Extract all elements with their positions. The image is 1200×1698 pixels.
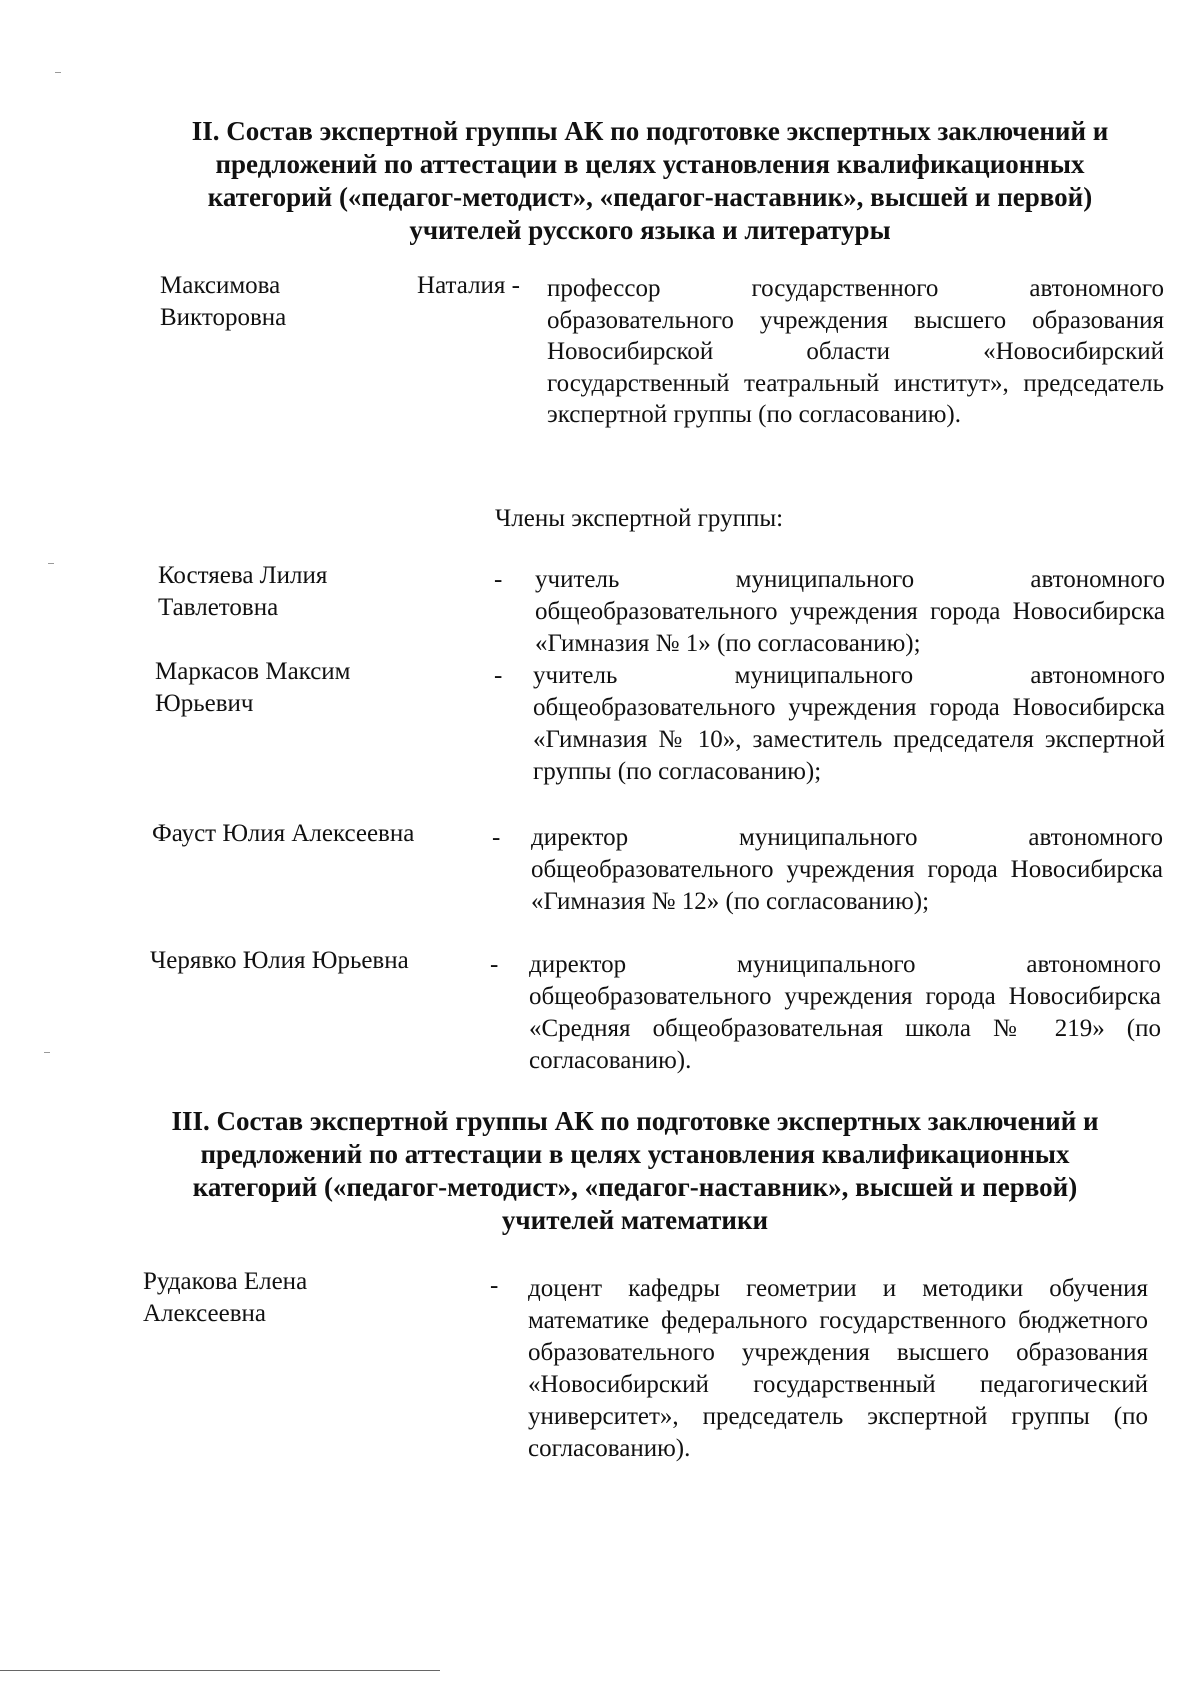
name-part: Максимова (160, 272, 281, 299)
person-description: учитель муниципального автономного общеобразовательного учреждения города Новосибирска «Гимназия № 1» (по согласованию); (535, 566, 1165, 657)
person-description: доцент кафедры геометрии и методики обучения математике федерального государственного бюджетного образовательного учреждения высшего образования «Новосибирский государственный педагогический университет», председатель экспертной группы (по согласованию). (528, 1275, 1148, 1462)
person-description: директор муниципального автономного общеобразовательного учреждения города Новосибирска «Гимназия № 12» (по согласованию); (531, 824, 1163, 915)
person-name (160, 270, 520, 334)
name-part: Викторовна (160, 304, 287, 331)
person-description: учитель муниципального автономного общеобразовательного учреждения города Новосибирска «Гимназия № 10», заместитель председателя экспертной группы (по согласованию); (533, 662, 1165, 785)
dash: - (492, 824, 501, 851)
person-name (155, 656, 515, 720)
name-part: Черявко Юлия Юрьевна (150, 947, 409, 974)
heading-line: предложений по аттестации в целях установления квалификационных (215, 149, 1085, 179)
heading-line: предложений по аттестации в целях установления квалификационных (200, 1139, 1070, 1169)
person-name (158, 560, 518, 624)
heading-line: учителей математики (501, 1205, 769, 1235)
name-part: Маркасов Максим (155, 658, 351, 685)
name-part: Юрьевич (155, 690, 254, 717)
person-name (152, 818, 512, 850)
heading-line: учителей русского языка и литературы (409, 215, 891, 245)
name-part: Алексеевна (143, 1300, 267, 1327)
scan-mark (55, 72, 61, 73)
scan-mark (44, 1052, 50, 1053)
section-2-heading (150, 115, 1150, 247)
scan-mark (48, 563, 54, 564)
heading-line: III. Состав экспертной группы АК по подготовке экспертных заключений и (171, 1106, 1099, 1136)
footer-rule (0, 1670, 440, 1671)
heading-line: II. Состав экспертной группы АК по подготовке экспертных заключений и (191, 116, 1109, 146)
dash: - (494, 566, 503, 593)
name-part: Рудакова Елена (143, 1268, 308, 1295)
name-part: Наталия - (417, 272, 520, 299)
dash: - (490, 1272, 499, 1299)
dash: - (494, 662, 503, 689)
heading-line: категорий («педагог-методист», «педагог-наставник», высшей и первой) (192, 1172, 1078, 1202)
person-description: директор муниципального автономного общеобразовательного учреждения города Новосибирска «Средняя общеобразовательная школа № 219» (по согласованию). (529, 951, 1161, 1074)
person-description: профессор государственного автономного образовательного учреждения высшего образования Новосибирской области «Новосибирский государственный театральный институт», председатель экспертной группы (по согласованию). (547, 275, 1164, 428)
person-name (150, 945, 510, 977)
name-part: Фауст Юлия Алексеевна (152, 820, 415, 847)
section-3-heading (135, 1105, 1135, 1237)
name-part: Тавлетовна (158, 594, 279, 621)
heading-line: категорий («педагог-методист», «педагог-наставник», высшей и первой) (207, 182, 1093, 212)
person-name (143, 1266, 503, 1330)
dash: - (490, 951, 499, 978)
members-heading: Члены экспертной группы: (495, 505, 784, 532)
name-part: Костяева Лилия (158, 562, 328, 589)
